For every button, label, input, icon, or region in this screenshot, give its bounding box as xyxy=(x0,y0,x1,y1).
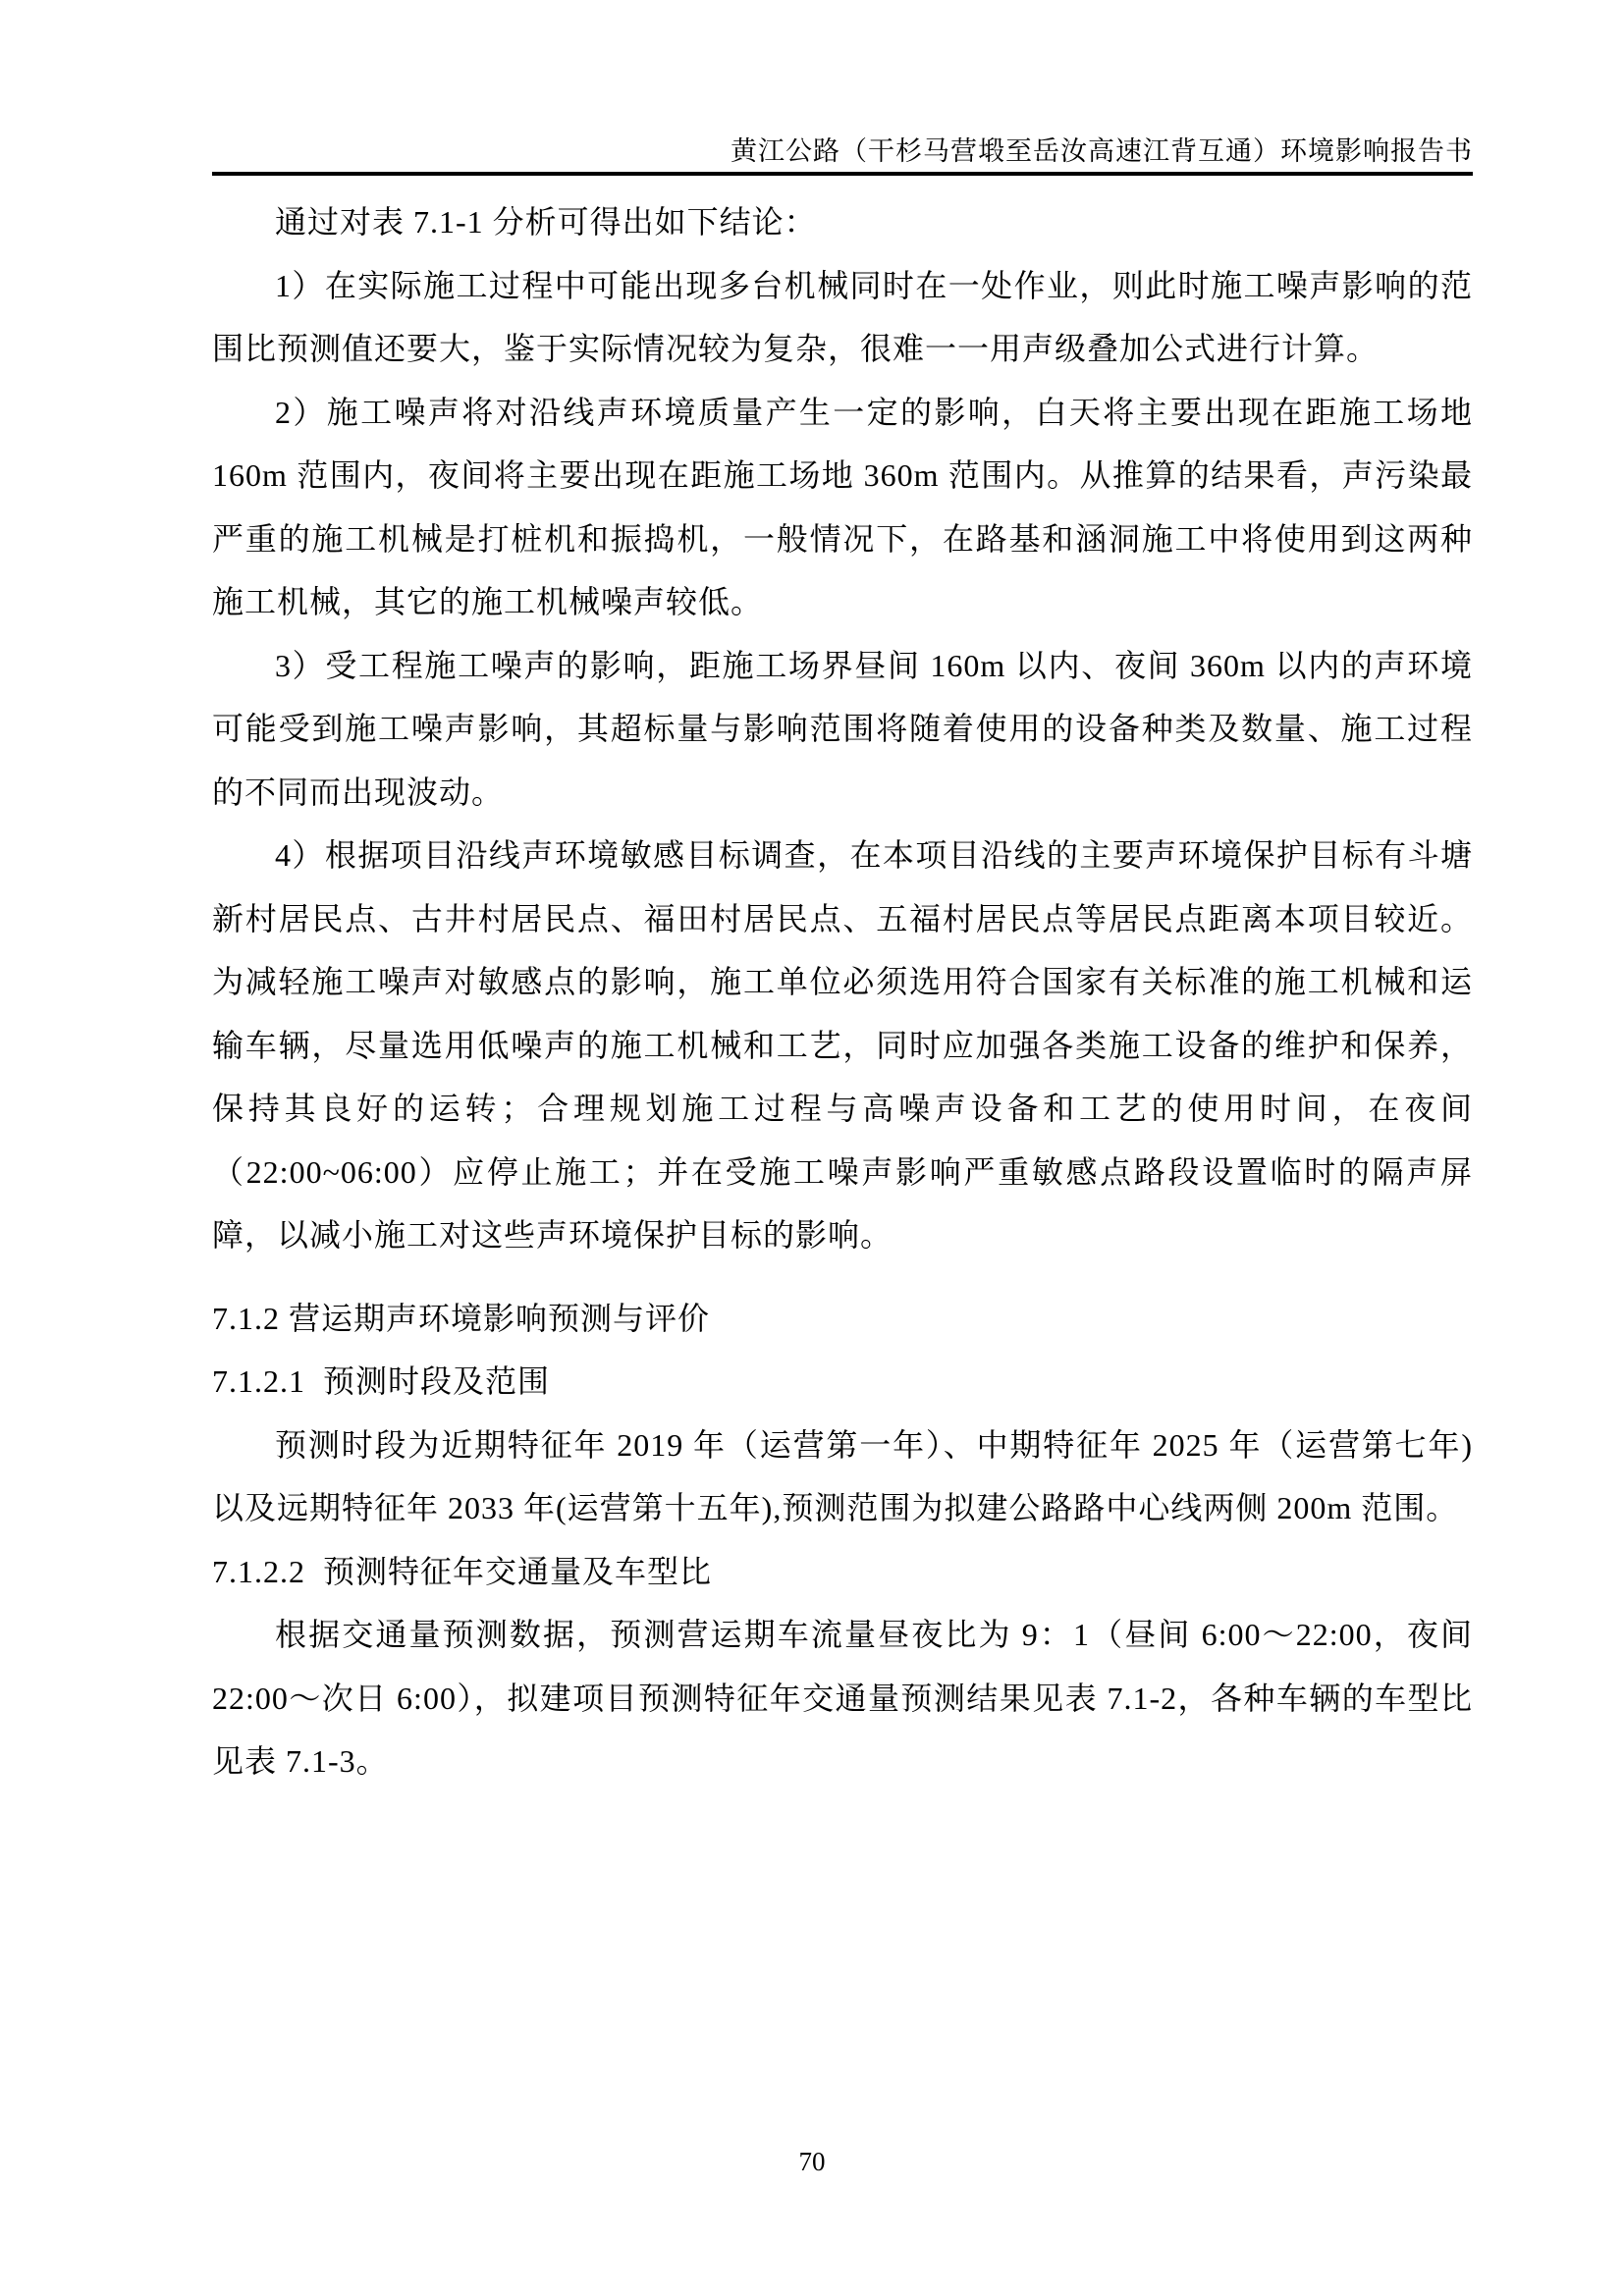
paragraph-prediction-period: 预测时段为近期特征年 2019 年（运营第一年）、中期特征年 2025 年（运营第七年)以及远期特征年 2033 年(运营第十五年),预测范围为拟建公路路中心线两侧 200m 范围。 xyxy=(212,1426,1473,1525)
paragraph-conclusion-intro: 通过对表 7.1-1 分析可得出如下结论： xyxy=(275,204,817,240)
paragraph-conclusion-4: 4）根据项目沿线声环境敏感目标调查，在本项目沿线的主要声环境保护目标有斗塘新村居民点、古井村居民点、福田村居民点、五福村居民点等居民点距离本项目较近。为减轻施工噪声对敏感点的影响，施工单位必须选用符合国家有关标准的施工机械和运输车辆，尽量选用低噪声的施工机械和工艺，同时应加强各类施工设备的维护和保养，保持其良好的运转；合理规划施工过程与高噪声设备和工艺的使用时间，在夜间（22:00~06:00）应停止施工；并在受施工噪声影响严重敏感点路段设置临时的隔声屏障，以减小施工对这些声环境保护目标的影响。 xyxy=(212,837,1473,1253)
running-header-title: 黄江公路（干杉马营塅至岳汝高速江背互通）环境影响报告书 xyxy=(731,136,1473,166)
paragraph-traffic-volume: 根据交通量预测数据，预测营运期车流量昼夜比为 9：1（昼间 6:00～22:00，夜间 22:00～次日 6:00），拟建项目预测特征年交通量预测结果见表 7.1-2，各种车辆的车型比见表 7.1-3。 xyxy=(212,1617,1473,1779)
page-number: 70 xyxy=(798,2147,826,2176)
heading-7-1-2-2: 7.1.2.2 预测特征年交通量及车型比 xyxy=(212,1553,713,1589)
heading-7-1-2: 7.1.2 营运期声环境影响预测与评价 xyxy=(212,1300,711,1336)
heading-7-1-2-1: 7.1.2.1 预测时段及范围 xyxy=(212,1363,551,1399)
document-body xyxy=(212,190,1473,1793)
header-rule xyxy=(212,172,1473,176)
paragraph-conclusion-3: 3）受工程施工噪声的影响，距施工场界昼间 160m 以内、夜间 360m 以内的声环境可能受到施工噪声影响，其超标量与影响范围将随着使用的设备种类及数量、施工过程的不同而出现波动。 xyxy=(212,647,1473,810)
paragraph-conclusion-1: 1）在实际施工过程中可能出现多台机械同时在一处作业，则此时施工噪声影响的范围比预测值还要大，鉴于实际情况较为复杂，很难一一用声级叠加公式进行计算。 xyxy=(212,267,1473,366)
paragraph-conclusion-2: 2）施工噪声将对沿线声环境质量产生一定的影响，白天将主要出现在距施工场地 160m 范围内，夜间将主要出现在距施工场地 360m 范围内。从推算的结果看，声污染最严重的施工机械是打桩机和振捣机，一般情况下，在路基和涵洞施工中将使用到这两种施工机械，其它的施工机械噪声较低。 xyxy=(212,394,1473,619)
